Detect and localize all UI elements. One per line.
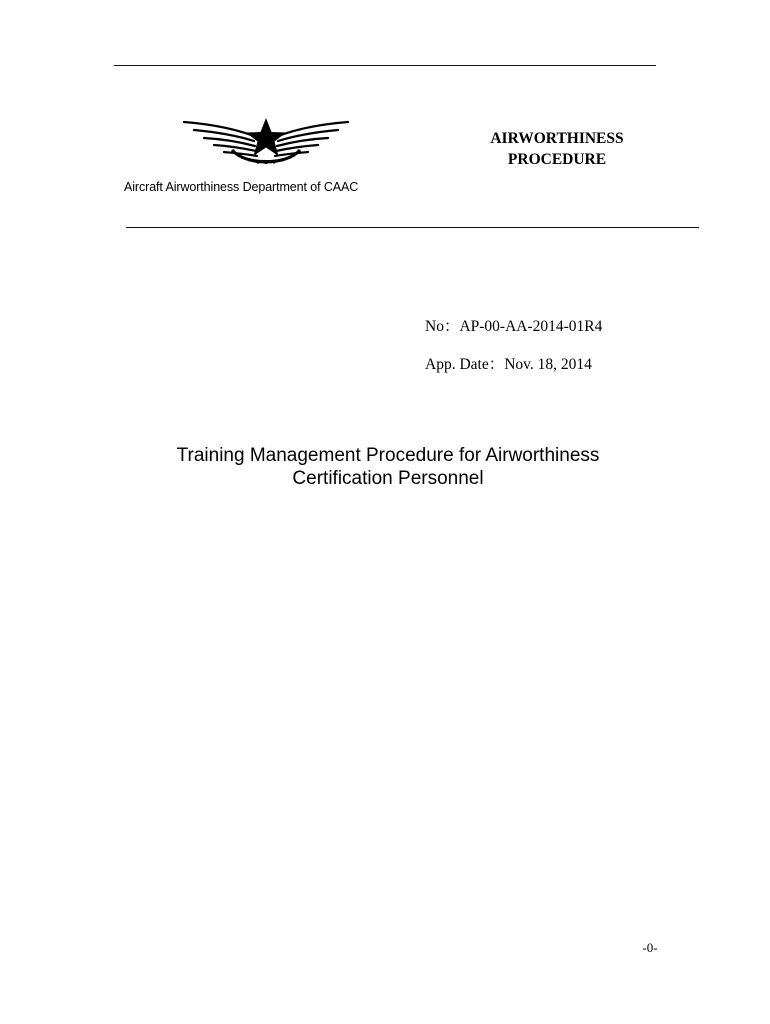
document-number: No：AP-00-AA-2014-01R4	[425, 318, 603, 335]
procedure-heading-line2: PROCEDURE	[507, 151, 607, 168]
document-title-line1: Training Management Procedure for Airworthiness	[176, 445, 600, 466]
page-number: -0-	[642, 940, 658, 955]
caac-winged-star-emblem-icon	[180, 116, 352, 168]
procedure-heading	[456, 128, 658, 170]
document-title-line2: Certification Personnel	[292, 468, 484, 489]
header-divider	[126, 227, 699, 228]
approval-date: App. Date：Nov. 18, 2014	[425, 356, 592, 373]
procedure-heading-line1: AIRWORTHINESS	[490, 130, 624, 147]
top-rule	[114, 65, 656, 66]
department-name: Aircraft Airworthiness Department of CAAC	[124, 180, 359, 194]
document-title	[100, 444, 676, 490]
